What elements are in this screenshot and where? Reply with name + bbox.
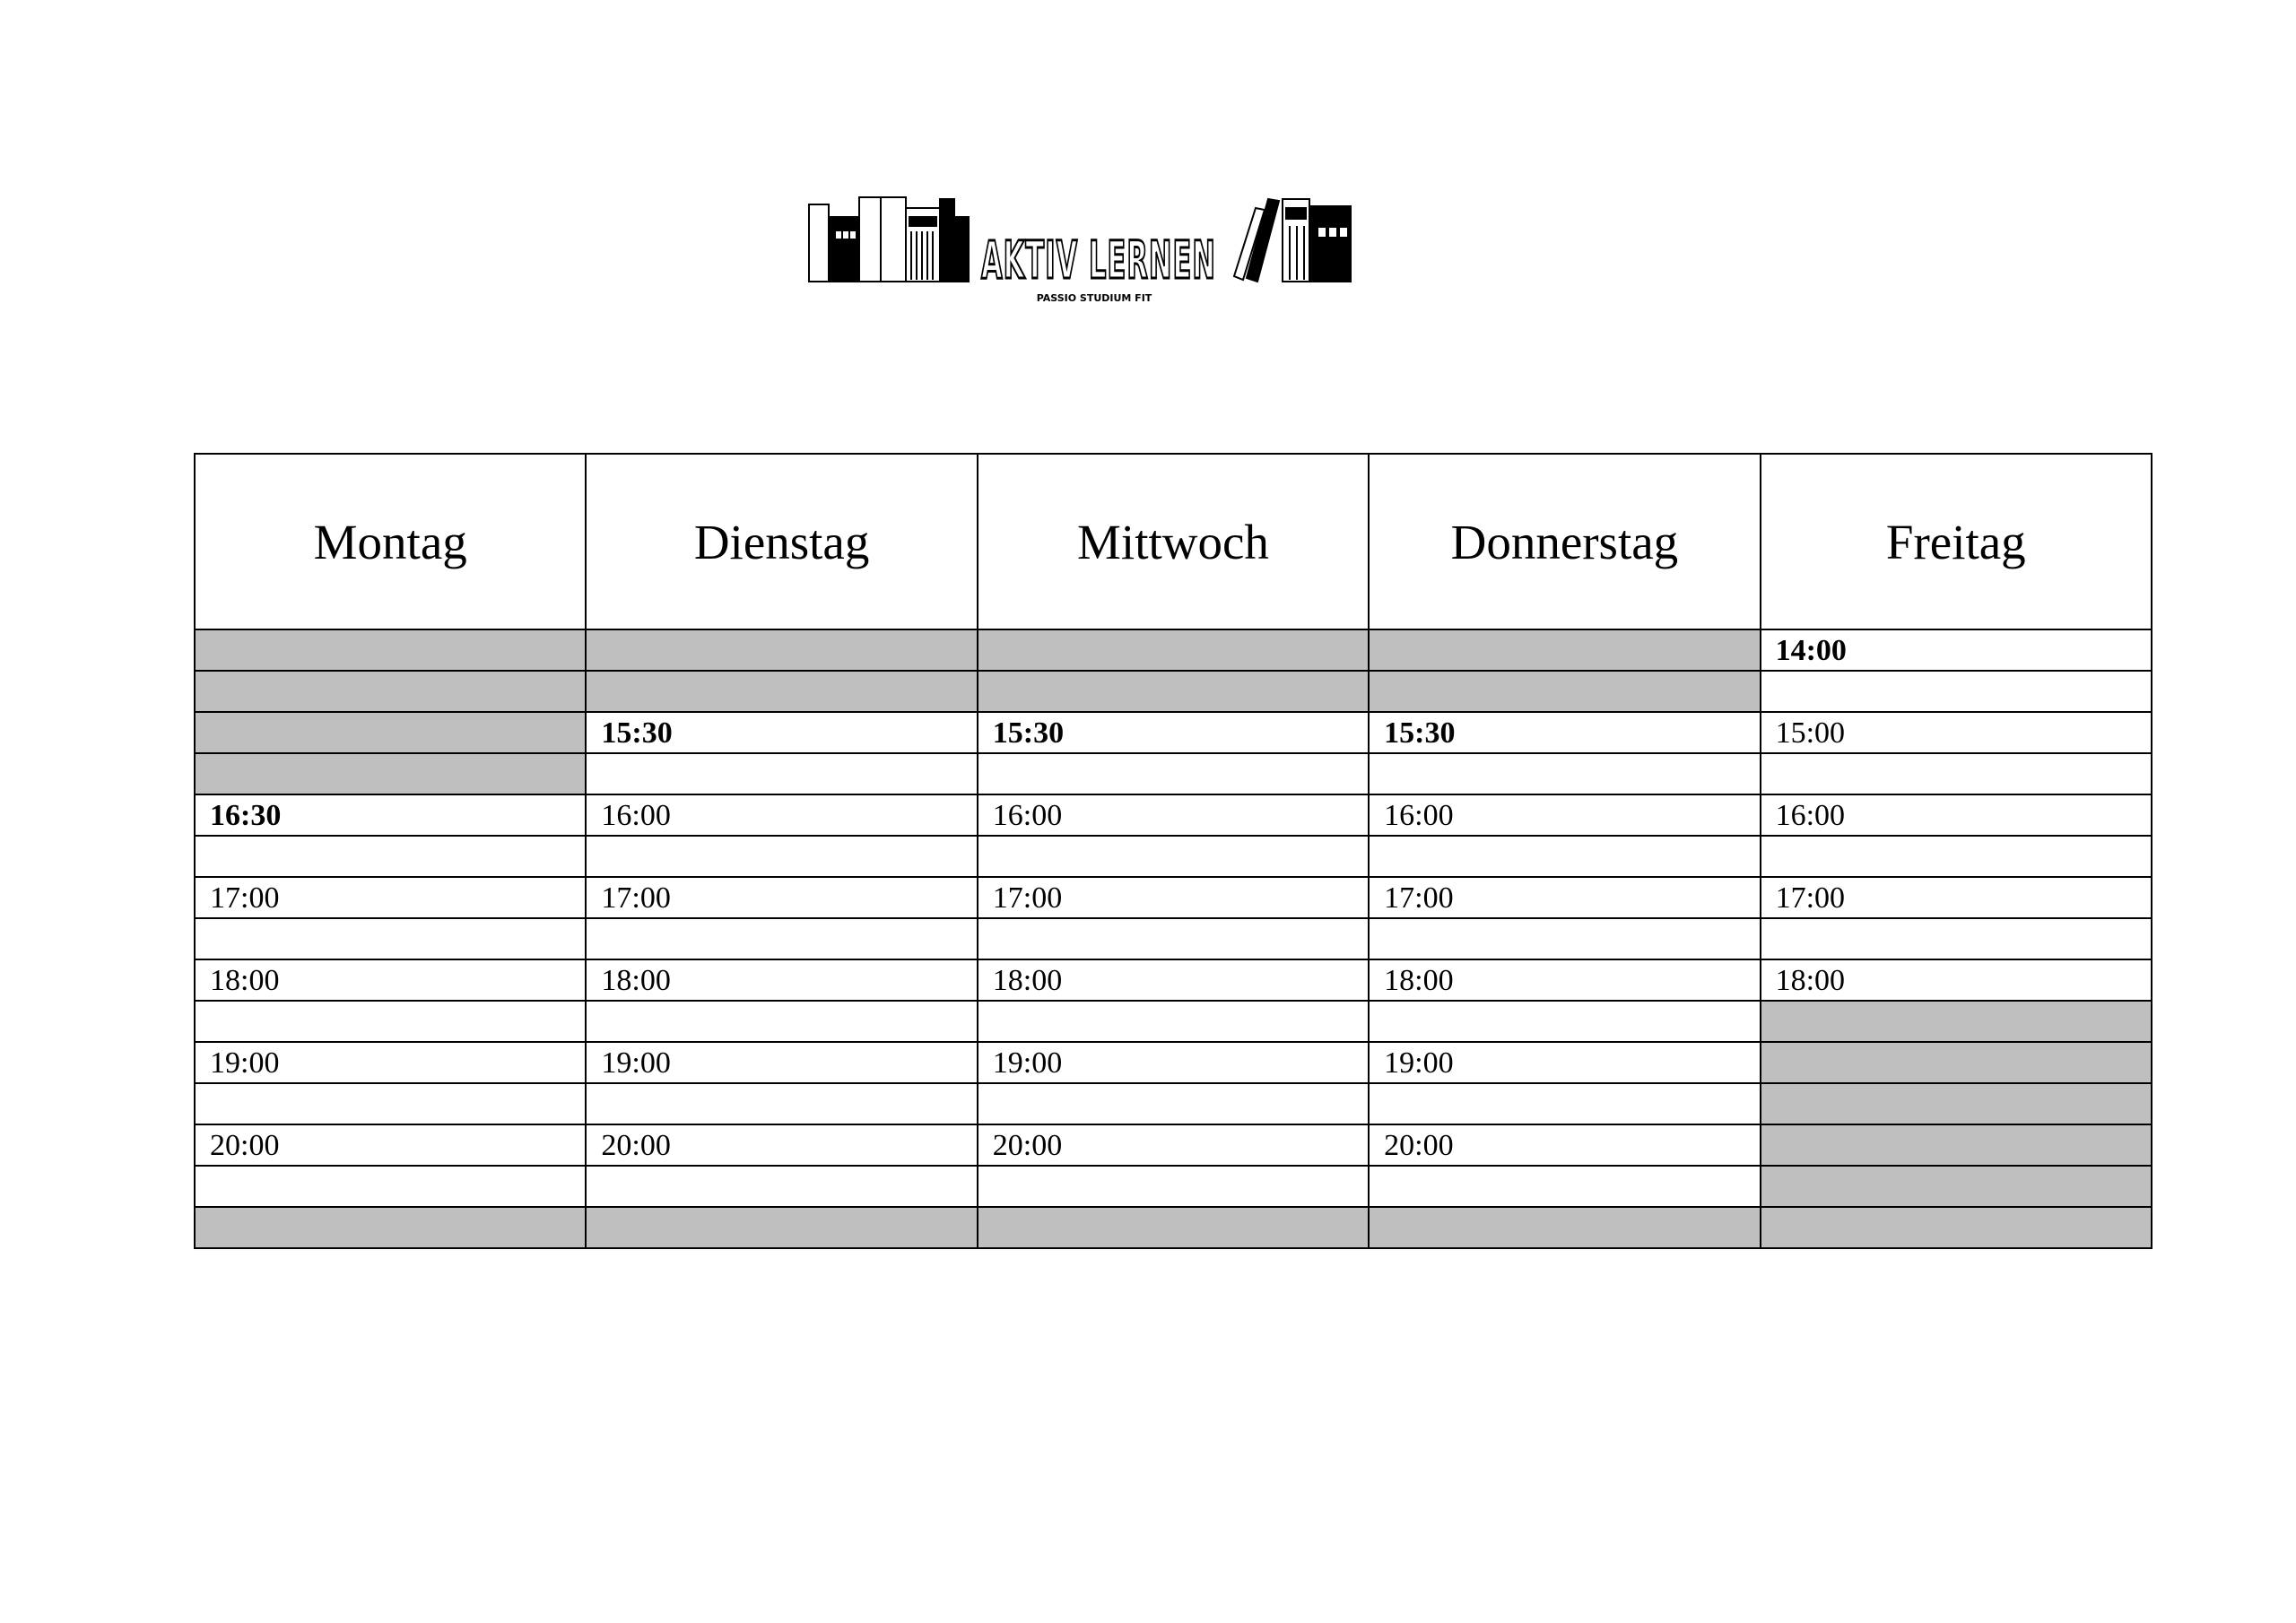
day-header-dienstag: Dienstag	[586, 454, 977, 629]
time-slot-cell: 20:00	[1369, 1124, 1760, 1166]
table-row	[195, 753, 2152, 794]
time-slot-cell	[586, 629, 977, 671]
time-slot-cell: 15:00	[1761, 712, 2152, 753]
time-slot-cell: 17:00	[1761, 877, 2152, 918]
time-slot-cell	[1369, 1001, 1760, 1042]
left-books-icon	[809, 197, 969, 282]
table-row	[195, 1083, 2152, 1124]
time-slot-cell: 19:00	[586, 1042, 977, 1083]
time-slot-cell: 19:00	[1369, 1042, 1760, 1083]
time-slot-cell	[195, 671, 586, 712]
time-slot-cell: 18:00	[1761, 959, 2152, 1001]
time-slot-cell	[1369, 753, 1760, 794]
table-row	[195, 671, 2152, 712]
time-slot-cell: 20:00	[195, 1124, 586, 1166]
time-slot-cell: 19:00	[195, 1042, 586, 1083]
schedule-body	[195, 629, 2152, 1248]
time-slot-cell	[978, 1001, 1369, 1042]
time-slot-cell	[586, 1166, 977, 1207]
time-slot-cell	[195, 712, 586, 753]
time-slot-cell: 15:30	[1369, 712, 1760, 753]
time-slot-cell	[1761, 918, 2152, 959]
right-books-icon	[1234, 199, 1351, 282]
time-slot-cell: 15:30	[586, 712, 977, 753]
time-slot-cell	[1369, 918, 1760, 959]
time-slot-cell	[978, 629, 1369, 671]
books-logo-graphic	[807, 190, 1453, 316]
time-slot-cell	[195, 629, 586, 671]
time-slot-cell: 17:00	[195, 877, 586, 918]
time-slot-cell: 16:00	[1369, 794, 1760, 836]
day-header-freitag: Freitag	[1761, 454, 2152, 629]
table-row	[195, 836, 2152, 877]
time-slot-cell: 17:00	[586, 877, 977, 918]
time-slot-cell: 16:00	[586, 794, 977, 836]
time-slot-cell	[195, 1083, 586, 1124]
time-slot-cell	[195, 1001, 586, 1042]
day-header-donnerstag: Donnerstag	[1369, 454, 1760, 629]
time-slot-cell: 16:30	[195, 794, 586, 836]
time-slot-cell	[1761, 1001, 2152, 1042]
time-slot-cell	[586, 1001, 977, 1042]
table-row	[195, 1207, 2152, 1248]
time-slot-cell	[586, 671, 977, 712]
logo	[807, 190, 1453, 316]
time-slot-cell	[195, 753, 586, 794]
time-slot-cell	[586, 1083, 977, 1124]
time-slot-cell	[586, 1207, 977, 1248]
table-row	[195, 1166, 2152, 1207]
time-slot-cell	[978, 1083, 1369, 1124]
time-slot-cell: 17:00	[1369, 877, 1760, 918]
logo-title: AKTIV LERNEN	[981, 230, 1216, 291]
time-slot-cell	[586, 836, 977, 877]
time-slot-cell	[978, 753, 1369, 794]
time-slot-cell	[978, 918, 1369, 959]
time-slot-cell: 18:00	[978, 959, 1369, 1001]
table-row	[195, 959, 2152, 1001]
time-slot-cell	[1761, 1083, 2152, 1124]
table-row	[195, 712, 2152, 753]
time-slot-cell	[586, 918, 977, 959]
time-slot-cell: 20:00	[586, 1124, 977, 1166]
time-slot-cell	[1369, 629, 1760, 671]
time-slot-cell	[195, 1166, 586, 1207]
time-slot-cell	[978, 836, 1369, 877]
time-slot-cell: 17:00	[978, 877, 1369, 918]
time-slot-cell	[1369, 1166, 1760, 1207]
time-slot-cell: 20:00	[978, 1124, 1369, 1166]
time-slot-cell	[1369, 836, 1760, 877]
time-slot-cell	[1761, 753, 2152, 794]
table-row	[195, 629, 2152, 671]
table-row	[195, 1124, 2152, 1166]
time-slot-cell	[978, 1166, 1369, 1207]
time-slot-cell: 16:00	[1761, 794, 2152, 836]
schedule-header-row	[195, 454, 2152, 629]
table-row	[195, 1001, 2152, 1042]
schedule-table	[194, 453, 2152, 1249]
time-slot-cell	[1761, 1042, 2152, 1083]
time-slot-cell: 18:00	[586, 959, 977, 1001]
time-slot-cell	[195, 1207, 586, 1248]
time-slot-cell	[1761, 1207, 2152, 1248]
time-slot-cell	[1761, 836, 2152, 877]
time-slot-cell: 16:00	[978, 794, 1369, 836]
time-slot-cell	[586, 753, 977, 794]
table-row	[195, 1042, 2152, 1083]
time-slot-cell	[978, 671, 1369, 712]
table-row	[195, 918, 2152, 959]
day-header-montag: Montag	[195, 454, 586, 629]
time-slot-cell	[1369, 1083, 1760, 1124]
time-slot-cell: 18:00	[1369, 959, 1760, 1001]
time-slot-cell: 14:00	[1761, 629, 2152, 671]
logo-tagline: PASSIO STUDIUM FIT	[1036, 292, 1152, 304]
time-slot-cell	[1369, 671, 1760, 712]
time-slot-cell	[1761, 671, 2152, 712]
time-slot-cell	[1761, 1124, 2152, 1166]
time-slot-cell	[195, 918, 586, 959]
time-slot-cell: 18:00	[195, 959, 586, 1001]
time-slot-cell: 19:00	[978, 1042, 1369, 1083]
table-row	[195, 877, 2152, 918]
day-header-mittwoch: Mittwoch	[978, 454, 1369, 629]
time-slot-cell	[1761, 1166, 2152, 1207]
table-row	[195, 794, 2152, 836]
time-slot-cell	[978, 1207, 1369, 1248]
time-slot-cell	[1369, 1207, 1760, 1248]
time-slot-cell: 15:30	[978, 712, 1369, 753]
time-slot-cell	[195, 836, 586, 877]
